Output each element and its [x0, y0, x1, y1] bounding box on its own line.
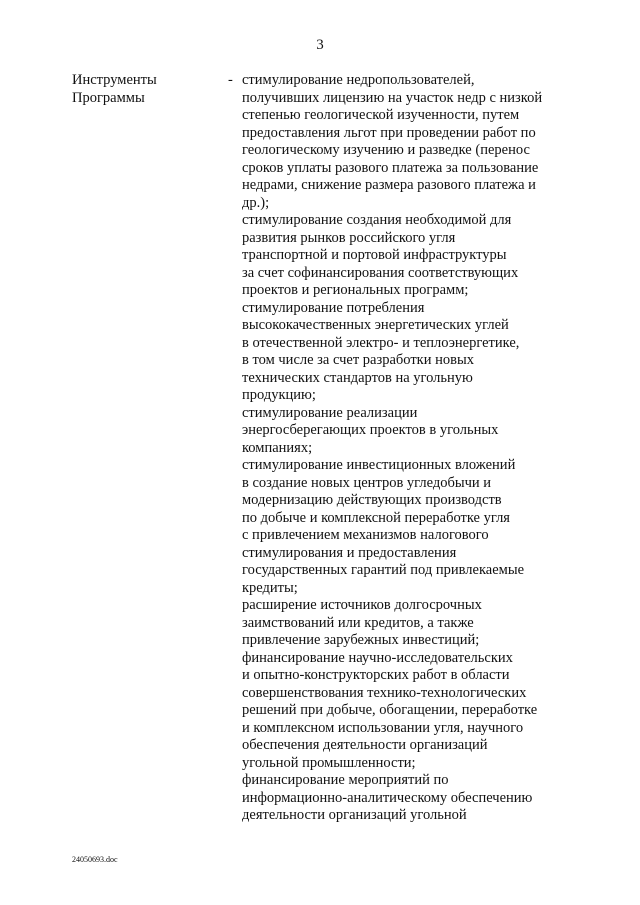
- section-label: [72, 72, 212, 107]
- list-dash: -: [228, 72, 233, 88]
- content-line: развития рынков российского угля: [242, 229, 456, 246]
- content-line: технических стандартов на угольную: [242, 369, 473, 386]
- content-line: стимулирование реализации: [242, 404, 418, 421]
- content-line: недрами, снижение размера разового платежа и: [242, 177, 536, 193]
- content-line: в отечественной электро- и теплоэнергетике,: [242, 334, 520, 351]
- section-label-line: Инструменты: [72, 72, 157, 88]
- page-number: 3: [316, 37, 324, 53]
- content-line: и комплексном использовании угля, научного: [242, 719, 524, 736]
- content-line: за счет софинансирования соответствующих: [242, 264, 519, 281]
- content-line: степенью геологической изученности, путем: [242, 107, 520, 123]
- content-line: совершенствования технико-технологических: [242, 684, 527, 701]
- content-line: энергосберегающих проектов в угольных: [242, 422, 499, 438]
- content-line: стимулирование создания необходимой для: [242, 212, 512, 228]
- content-line: угольной промышленности;: [242, 754, 416, 771]
- content-line: проектов и региональных программ;: [242, 282, 469, 298]
- content-line: модернизацию действующих производств: [242, 492, 502, 508]
- content-line: информационно-аналитическому обеспечению: [242, 789, 533, 806]
- content-line: транспортной и портовой инфраструктуры: [242, 247, 507, 263]
- section-label-line: Программы: [72, 89, 145, 106]
- content-line: в создание новых центров угледобычи и: [242, 474, 492, 491]
- content-line: компаниях;: [242, 439, 313, 456]
- document-code: 24050693.doc: [72, 855, 118, 864]
- content-line: стимулирование инвестиционных вложений: [242, 457, 516, 473]
- content-line: продукцию;: [242, 387, 316, 403]
- content-line: предоставления льгот при проведении работ по: [242, 124, 536, 141]
- content-line: решений при добыче, обогащении, переработке: [242, 702, 538, 718]
- content-line: высококачественных энергетических углей: [242, 317, 509, 333]
- content-line: и опытно-конструкторских работ в области: [242, 667, 510, 683]
- content-line: заимствований или кредитов, а также: [242, 614, 474, 631]
- content-line: финансирование научно-исследовательских: [242, 649, 513, 666]
- content-line: стимулирование недропользователей,: [242, 72, 475, 88]
- content-line: финансирование мероприятий по: [242, 772, 449, 788]
- content-line: сроков уплаты разового платежа за пользование: [242, 159, 539, 176]
- content-line: обеспечения деятельности организаций: [242, 737, 488, 753]
- content-line: в том числе за счет разработки новых: [242, 352, 474, 368]
- content-line: привлечение зарубежных инвестиций;: [242, 632, 480, 648]
- content-line: стимулирование потребления: [242, 299, 425, 316]
- content-line: деятельности организаций угольной: [242, 807, 467, 823]
- content-line: стимулирования и предоставления: [242, 544, 457, 561]
- content-line: по добыче и комплексной переработке угля: [242, 509, 510, 526]
- content-line: с привлечением механизмов налогового: [242, 527, 489, 543]
- content-line: получивших лицензию на участок недр с низкой: [242, 89, 543, 106]
- section-content: [242, 72, 572, 825]
- content-line: государственных гарантий под привлекаемые: [242, 562, 524, 578]
- content-line: кредиты;: [242, 579, 298, 596]
- content-line: геологическому изучению и разведке (перенос: [242, 142, 530, 158]
- content-line: расширение источников долгосрочных: [242, 597, 482, 613]
- content-line: др.);: [242, 194, 270, 211]
